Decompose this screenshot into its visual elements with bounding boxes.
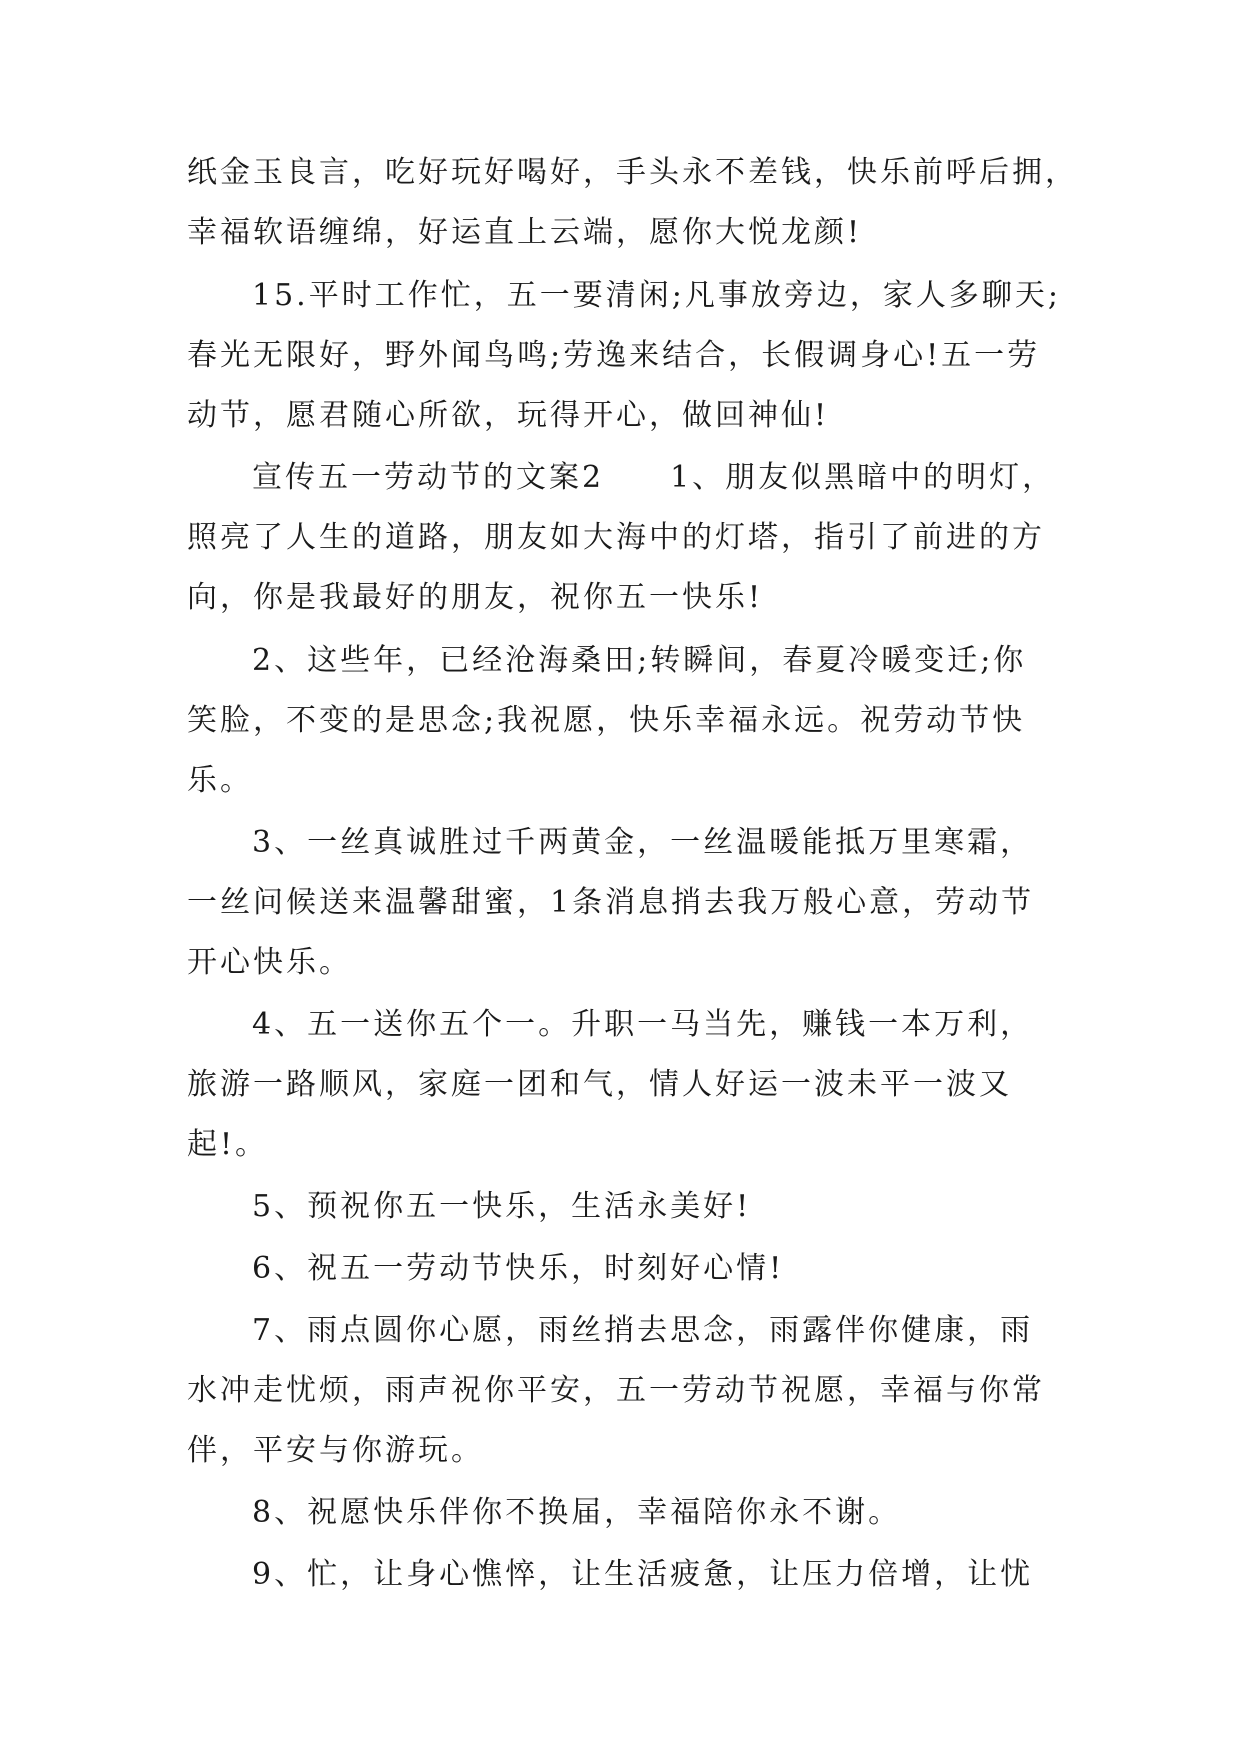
- text-line: 春光无限好，野外闻鸟鸣;劳逸来结合，长假调身心!五一劳: [187, 338, 1041, 373]
- text-line: 照亮了人生的道路，朋友如大海中的灯塔，指引了前进的方: [187, 520, 1045, 555]
- text-line: 9、忙，让身心憔悴，让生活疲惫，让压力倍增，让忧: [252, 1557, 1034, 1592]
- text-line: 水冲走忧烦，雨声祝你平安，五一劳动节祝愿，幸福与你常: [187, 1373, 1045, 1408]
- text-line: 宣传五一劳动节的文案2 1、朋友似黑暗中的明灯，: [252, 460, 1056, 495]
- text-line: 7、雨点圆你心愿，雨丝捎去思念，雨露伴你健康，雨: [252, 1313, 1034, 1348]
- text-line: 向，你是我最好的朋友，祝你五一快乐!: [187, 580, 764, 615]
- text-line: 15.平时工作忙，五一要清闲;凡事放旁边，家人多聊天;: [252, 278, 1061, 313]
- text-line: 5、预祝你五一快乐，生活永美好!: [252, 1189, 752, 1224]
- text-line: 起!。: [187, 1127, 269, 1162]
- text-line: 开心快乐。: [187, 945, 352, 980]
- text-line: 一丝问候送来温馨甜蜜，1条消息捎去我万般心意，劳动节: [187, 885, 1035, 920]
- text-line: 幸福软语缠绵，好运直上云端，愿你大悦龙颜!: [187, 215, 863, 250]
- text-line: 3、一丝真诚胜过千两黄金，一丝温暖能抵万里寒霜，: [252, 825, 1034, 860]
- text-line: 旅游一路顺风，家庭一团和气，情人好运一波未平一波又: [187, 1067, 1012, 1102]
- text-line: 乐。: [187, 763, 253, 798]
- text-line: 伴，平安与你游玩。: [187, 1433, 484, 1468]
- text-line: 2、这些年，已经沧海桑田;转瞬间，春夏冷暖变迁;你: [252, 643, 1027, 678]
- text-line: 4、五一送你五个一。升职一马当先，赚钱一本万利，: [252, 1007, 1034, 1042]
- text-line: 动节，愿君随心所欲，玩得开心，做回神仙!: [187, 398, 830, 433]
- text-line: 6、祝五一劳动节快乐，时刻好心情!: [252, 1251, 785, 1286]
- text-line: 纸金玉良言，吃好玩好喝好，手头永不差钱，快乐前呼后拥，: [187, 155, 1078, 190]
- text-line: 笑脸，不变的是思念;我祝愿，快乐幸福永远。祝劳动节快: [187, 703, 1026, 738]
- text-line: 8、祝愿快乐伴你不换届，幸福陪你永不谢。: [252, 1495, 902, 1530]
